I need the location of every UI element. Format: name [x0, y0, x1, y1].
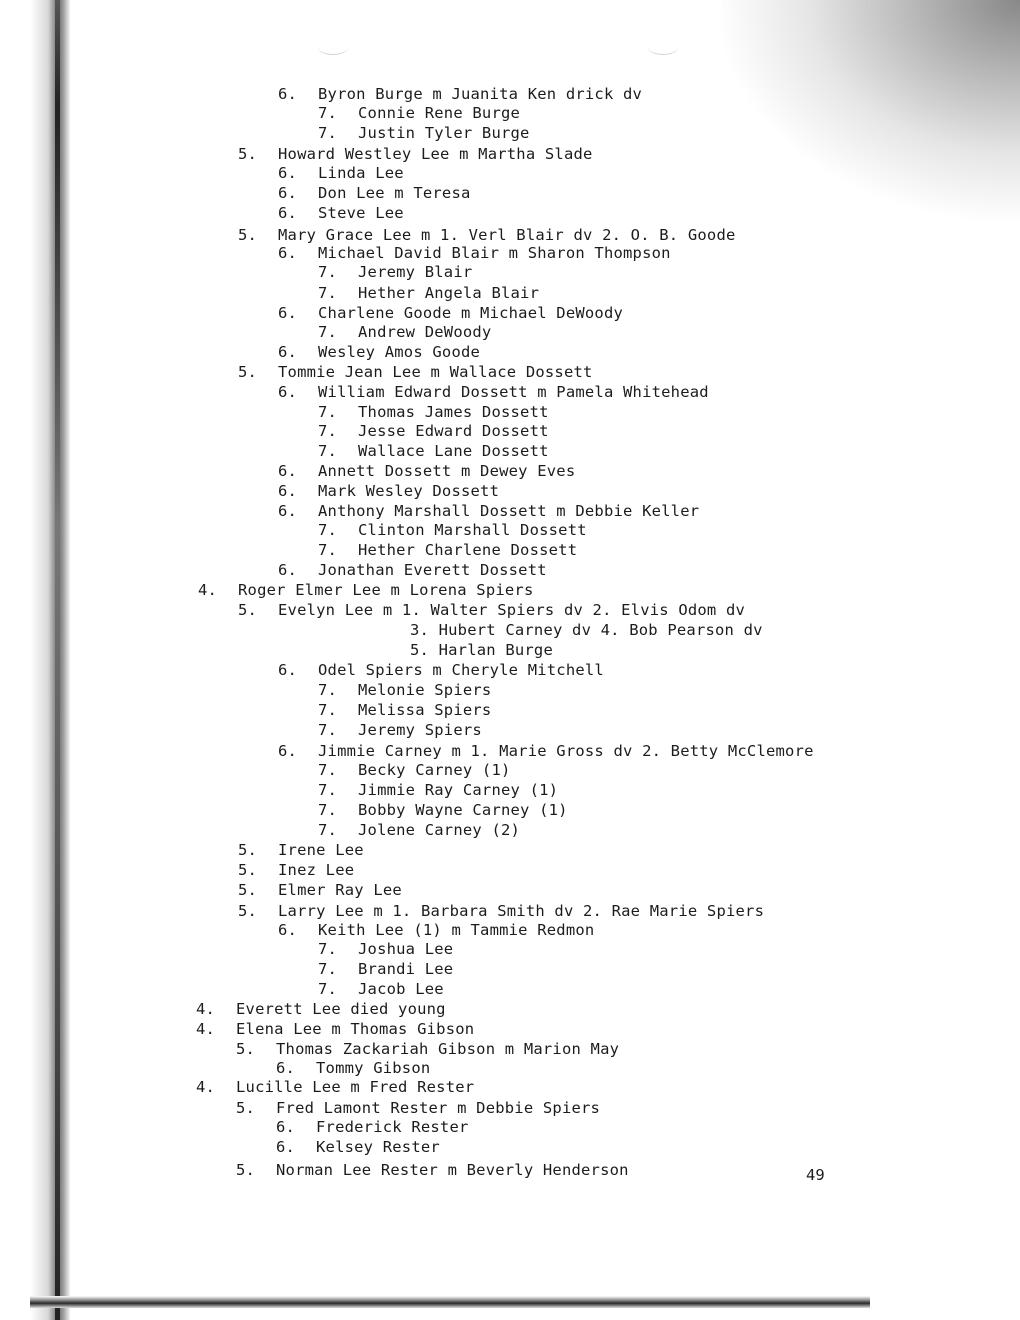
entry-text: Jeremy Blair	[358, 263, 473, 281]
entry-number: 6.	[278, 244, 298, 262]
entry-number: 7.	[318, 442, 338, 460]
entry-text: Wesley Amos Goode	[318, 343, 481, 361]
entry-text: Larry Lee m 1. Barbara Smith dv 2. Rae Marie Spiers	[278, 902, 765, 920]
entry-text: Melonie Spiers	[358, 681, 492, 699]
entry-number: 7.	[318, 721, 338, 739]
entry-line	[278, 163, 404, 183]
entry-text: Tommy Gibson	[316, 1059, 431, 1077]
entry-number: 5.	[238, 145, 258, 163]
page-number: 49	[806, 1166, 825, 1184]
entry-number: 7.	[318, 323, 338, 341]
entry-text: Michael David Blair m Sharon Thompson	[318, 244, 671, 262]
entry-number: 5.	[238, 861, 258, 879]
entry-text: Elena Lee m Thomas Gibson	[236, 1020, 475, 1038]
entry-number: 6.	[278, 561, 298, 579]
entry-line	[318, 760, 511, 780]
entry-line	[198, 580, 534, 600]
entry-line	[196, 1019, 474, 1039]
entry-text: Frederick Rester	[316, 1118, 469, 1136]
entry-number: 7.	[318, 761, 338, 779]
entry-line	[238, 880, 402, 900]
entry-number: 7.	[318, 960, 338, 978]
entry-text: Joshua Lee	[358, 940, 454, 958]
entry-continuation	[410, 620, 763, 640]
entry-line	[238, 600, 745, 620]
entry-number: 6.	[276, 1138, 296, 1156]
entry-number: 7.	[318, 701, 338, 719]
entry-text: Elmer Ray Lee	[278, 881, 402, 899]
entry-number: 5.	[238, 881, 258, 899]
entry-line	[238, 860, 354, 880]
entry-text: Jonathan Everett Dossett	[318, 561, 547, 579]
entry-number: 4.	[196, 1000, 216, 1018]
entry-line	[278, 183, 471, 203]
entry-line	[196, 1077, 474, 1097]
entry-number: 7.	[318, 940, 338, 958]
entry-text: William Edward Dossett m Pamela Whitehead	[318, 383, 709, 401]
entry-number: 7.	[318, 284, 338, 302]
entry-line	[278, 382, 709, 402]
entry-text: Inez Lee	[278, 861, 355, 879]
entry-number: 7.	[318, 521, 338, 539]
entry-line	[318, 720, 482, 740]
entry-number: 4.	[198, 581, 218, 599]
entry-number: 5.	[238, 601, 258, 619]
entry-number: 4.	[196, 1078, 216, 1096]
entry-line	[238, 901, 764, 921]
entry-text: Kelsey Rester	[316, 1138, 440, 1156]
entry-line	[238, 840, 364, 860]
entry-number: 6.	[278, 85, 298, 103]
entry-line	[318, 103, 520, 123]
entry-number: 6.	[278, 742, 298, 760]
entry-line	[278, 84, 642, 104]
entry-number: 5.	[238, 841, 258, 859]
entry-line	[318, 979, 444, 999]
entry-text: Anthony Marshall Dossett m Debbie Keller	[318, 502, 700, 520]
entry-line	[276, 1117, 469, 1137]
entry-line	[276, 1137, 440, 1157]
entry-line	[318, 959, 453, 979]
entry-text: Wallace Lane Dossett	[358, 442, 549, 460]
entry-line	[236, 1039, 619, 1059]
entry-text: 3. Hubert Carney dv 4. Bob Pearson dv	[410, 621, 763, 639]
entry-number: 7.	[318, 263, 338, 281]
entry-text: Irene Lee	[278, 841, 364, 859]
entry-number: 7.	[318, 541, 338, 559]
entry-line	[278, 303, 623, 323]
entry-line	[318, 780, 558, 800]
entry-line	[318, 123, 530, 143]
entry-number: 7.	[318, 681, 338, 699]
entry-number: 7.	[318, 801, 338, 819]
entry-text: Jacob Lee	[358, 980, 444, 998]
entry-line	[318, 820, 520, 840]
entry-line	[278, 660, 604, 680]
entry-line	[318, 540, 577, 560]
entry-text: Bobby Wayne Carney (1)	[358, 801, 568, 819]
entry-line	[318, 520, 587, 540]
entry-number: 5.	[236, 1040, 256, 1058]
entry-text: Roger Elmer Lee m Lorena Spiers	[238, 581, 534, 599]
entry-line	[318, 680, 491, 700]
entry-line	[318, 402, 549, 422]
entry-number: 5.	[236, 1161, 256, 1179]
entry-text: Andrew DeWoody	[358, 323, 492, 341]
entry-line	[318, 939, 453, 959]
entry-text: Linda Lee	[318, 164, 404, 182]
entry-number: 6.	[278, 462, 298, 480]
entry-text: Justin Tyler Burge	[358, 124, 530, 142]
entry-text: Tommie Jean Lee m Wallace Dossett	[278, 363, 593, 381]
entry-number: 6.	[278, 661, 298, 679]
entry-line	[238, 144, 593, 164]
entry-line	[318, 262, 472, 282]
entry-text: Hether Charlene Dossett	[358, 541, 578, 559]
entry-line	[318, 800, 568, 820]
entry-text: Annett Dossett m Dewey Eves	[318, 462, 576, 480]
entry-line	[278, 560, 547, 580]
entry-number: 6.	[278, 304, 298, 322]
entry-text: Everett Lee died young	[236, 1000, 446, 1018]
entry-line	[278, 501, 699, 521]
entry-text: Mark Wesley Dossett	[318, 482, 500, 500]
entry-number: 6.	[278, 921, 298, 939]
entry-number: 6.	[278, 184, 298, 202]
entry-number: 7.	[318, 422, 338, 440]
entry-text: Clinton Marshall Dossett	[358, 521, 587, 539]
entry-number: 5.	[238, 902, 258, 920]
entry-number: 5.	[238, 226, 258, 244]
entry-line	[318, 421, 549, 441]
entry-text: Thomas Zackariah Gibson m Marion May	[276, 1040, 620, 1058]
entry-number: 5.	[236, 1099, 256, 1117]
entry-text: Jesse Edward Dossett	[358, 422, 549, 440]
entry-text: Brandi Lee	[358, 960, 454, 978]
entry-text: Fred Lamont Rester m Debbie Spiers	[276, 1099, 601, 1117]
entry-line	[278, 243, 671, 263]
entry-continuation	[410, 640, 553, 660]
entry-line	[276, 1058, 430, 1078]
entry-line	[236, 1160, 629, 1180]
entry-text: Lucille Lee m Fred Rester	[236, 1078, 475, 1096]
entry-line	[318, 322, 491, 342]
entry-text: Steve Lee	[318, 204, 404, 222]
entry-text: Jimmie Ray Carney (1)	[358, 781, 559, 799]
entry-text: Odel Spiers m Cheryle Mitchell	[318, 661, 604, 679]
entry-text: 5. Harlan Burge	[410, 641, 553, 659]
entry-number: 7.	[318, 781, 338, 799]
entry-number: 6.	[278, 383, 298, 401]
entry-number: 6.	[278, 164, 298, 182]
entry-line	[238, 362, 593, 382]
entry-number: 7.	[318, 124, 338, 142]
entry-line	[278, 342, 480, 362]
entry-line	[236, 1098, 600, 1118]
entry-line	[196, 999, 446, 1019]
entry-line	[278, 203, 404, 223]
entry-text: Connie Rene Burge	[358, 104, 521, 122]
entry-number: 6.	[276, 1118, 296, 1136]
entry-text: Jolene Carney (2)	[358, 821, 521, 839]
entry-text: Charlene Goode m Michael DeWoody	[318, 304, 624, 322]
entry-number: 7.	[318, 821, 338, 839]
entry-line	[278, 461, 575, 481]
entry-line	[318, 441, 549, 461]
entry-text: Hether Angela Blair	[358, 284, 540, 302]
entry-text: Evelyn Lee m 1. Walter Spiers dv 2. Elvis Odom dv	[278, 601, 746, 619]
entry-text: Thomas James Dossett	[358, 403, 549, 421]
entry-line	[278, 481, 499, 501]
entry-text: Howard Westley Lee m Martha Slade	[278, 145, 593, 163]
entry-text: Becky Carney (1)	[358, 761, 511, 779]
entry-line	[318, 283, 539, 303]
entry-number: 6.	[278, 482, 298, 500]
entry-text: Byron Burge m Juanita Ken drick dv	[318, 85, 643, 103]
entry-text: Norman Lee Rester m Beverly Henderson	[276, 1161, 629, 1179]
entry-number: 7.	[318, 980, 338, 998]
entry-number: 6.	[278, 204, 298, 222]
entry-text: Don Lee m Teresa	[318, 184, 471, 202]
entry-number: 7.	[318, 104, 338, 122]
entry-line	[278, 741, 814, 761]
entry-text: Jeremy Spiers	[358, 721, 482, 739]
entry-text: Melissa Spiers	[358, 701, 492, 719]
entry-number: 7.	[318, 403, 338, 421]
entry-number: 6.	[276, 1059, 296, 1077]
entry-line	[238, 225, 736, 245]
entry-number: 6.	[278, 502, 298, 520]
entry-text: Keith Lee (1) m Tammie Redmon	[318, 921, 595, 939]
entry-line	[278, 920, 594, 940]
entry-text: Mary Grace Lee m 1. Verl Blair dv 2. O. B. Goode	[278, 226, 736, 244]
entry-number: 6.	[278, 343, 298, 361]
entry-line	[318, 700, 491, 720]
entry-text: Jimmie Carney m 1. Marie Gross dv 2. Betty McClemore	[318, 742, 814, 760]
entry-number: 4.	[196, 1020, 216, 1038]
entry-number: 5.	[238, 363, 258, 381]
